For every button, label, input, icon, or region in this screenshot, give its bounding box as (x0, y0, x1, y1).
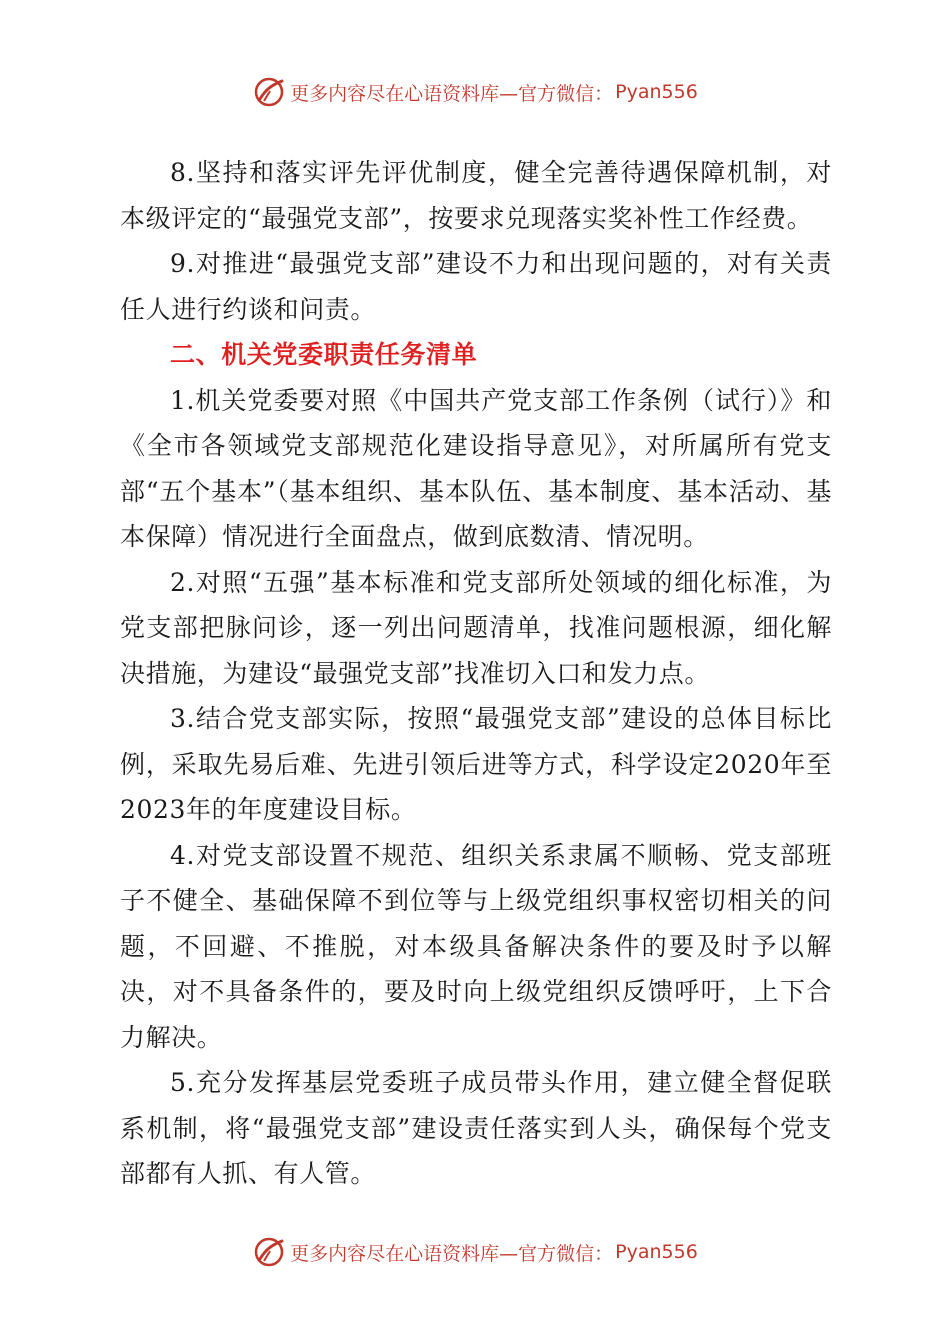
paragraph-3: 3.结合党支部实际，按照“最强党支部”建设的总体目标比例，采取先易后难、先进引领后进等方式，科学设定2020年至2023年的年度建设目标。 (120, 704, 832, 824)
paragraph-8: 8.坚持和落实评先评优制度，健全完善待遇保障机制，对本级评定的“最强党支部”，按要求兑现落实奖补性工作经费。 (120, 158, 832, 233)
banner-wechat-id: Pyan556 (615, 81, 698, 103)
paragraph-1: 1.机关党委要对照《中国共产党支部工作条例（试行）》和《全市各领域党支部规范化建设指导意见》，对所属所有党支部“五个基本”（基本组织、基本队伍、基本制度、基本活动、基本保障）情况进行全面盘点，做到底数清、情况明。 (120, 385, 832, 551)
logo-icon (252, 1235, 286, 1269)
document-body (120, 150, 832, 1197)
paragraph-2: 2.对照“五强”基本标准和党支部所处领域的细化标准，为党支部把脉问诊，逐一列出问题清单，找准问题根源，细化解决措施，为建设“最强党支部”找准切入口和发力点。 (120, 567, 832, 688)
bottom-banner (0, 1232, 950, 1272)
paragraph-5: 5.充分发挥基层党委班子成员带头作用，建立健全督促联系机制，将“最强党支部”建设责任落实到人头，确保每个党支部都有人抓、有人管。 (120, 1068, 832, 1188)
top-banner (0, 72, 950, 112)
section-heading: 二、机关党委职责任务清单 (170, 340, 478, 369)
paragraph-4: 4.对党支部设置不规范、组织关系隶属不顺畅、党支部班子不健全、基础保障不到位等与上级党组织事权密切相关的问题，不回避、不推脱，对本级具备解决条件的要及时予以解决，对不具备条件的，要及时向上级党组织反馈呼吁，上下合力解决。 (120, 840, 832, 1052)
banner-wechat-id: Pyan556 (615, 1241, 698, 1263)
banner-text: 更多内容尽在心语资料库—官方微信： (290, 1242, 614, 1265)
paragraph-9: 9.对推进“最强党支部”建设不力和出现问题的，对有关责任人进行约谈和问责。 (120, 249, 832, 324)
logo-icon (252, 75, 286, 109)
banner-text: 更多内容尽在心语资料库—官方微信： (290, 82, 614, 105)
